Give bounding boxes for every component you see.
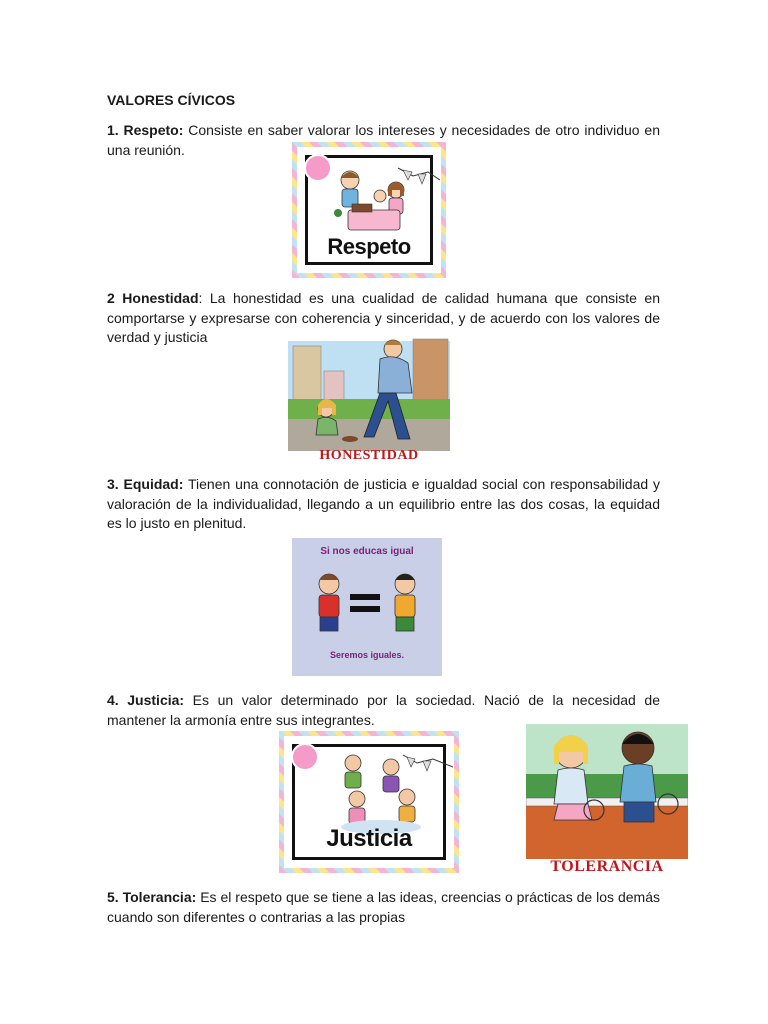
section-tolerancia: [107, 888, 660, 927]
section-text: Consiste en saber valorar los intereses y necesidades de otro individuo en una reunión.: [107, 122, 660, 158]
image-caption: Respeto: [327, 234, 411, 259]
section-text: Es un valor determinado por la sociedad. Nació de la necesidad de mantener la armonía entre sus integrantes.: [107, 692, 660, 728]
section-label: 4. Justicia:: [107, 692, 185, 708]
section-equidad: [107, 475, 660, 534]
tolerancia-illustration: [526, 724, 688, 876]
image-top-text: Si nos educas igual: [320, 546, 414, 557]
image-caption: Justicia: [326, 825, 412, 852]
section-label: 3. Equidad:: [107, 476, 184, 492]
justicia-illustration: [295, 747, 453, 837]
image-bottom-text: Seremos iguales.: [329, 650, 405, 660]
respeto-image: [292, 142, 446, 278]
justicia-image: [279, 731, 459, 873]
respeto-illustration: [308, 158, 440, 238]
page-title: VALORES CÍVICOS: [107, 92, 236, 108]
tolerancia-image: [526, 724, 688, 876]
equidad-illustration: [292, 564, 442, 654]
honestidad-illustration: [288, 331, 450, 466]
honestidad-image: [288, 331, 450, 466]
section-label: 1. Respeto:: [107, 122, 184, 138]
equidad-image: [292, 538, 442, 676]
section-label: 2 Honestidad: [107, 290, 199, 306]
section-text: : La honestidad es una cualidad de calidad humana que consiste en comportarse y expresarse con coherencia y sinceridad, y de acuerdo con los valores de verdad y justicia: [107, 290, 660, 345]
section-text: Es el respeto que se tiene a las ideas, creencias o prácticas de los demás cuando son diferentes o contrarias a las propias: [107, 889, 660, 925]
section-label: 5. Tolerancia:: [107, 889, 197, 905]
image-caption: HONESTIDAD: [319, 448, 419, 463]
image-caption: TOLERANCIA: [550, 858, 664, 875]
section-text: Tienen una connotación de justicia e igualdad social con responsabilidad y valoración de la individualidad, llegando a un equilibrio entre las dos cosas, la equidad es lo justo en plenitud.: [107, 476, 660, 531]
